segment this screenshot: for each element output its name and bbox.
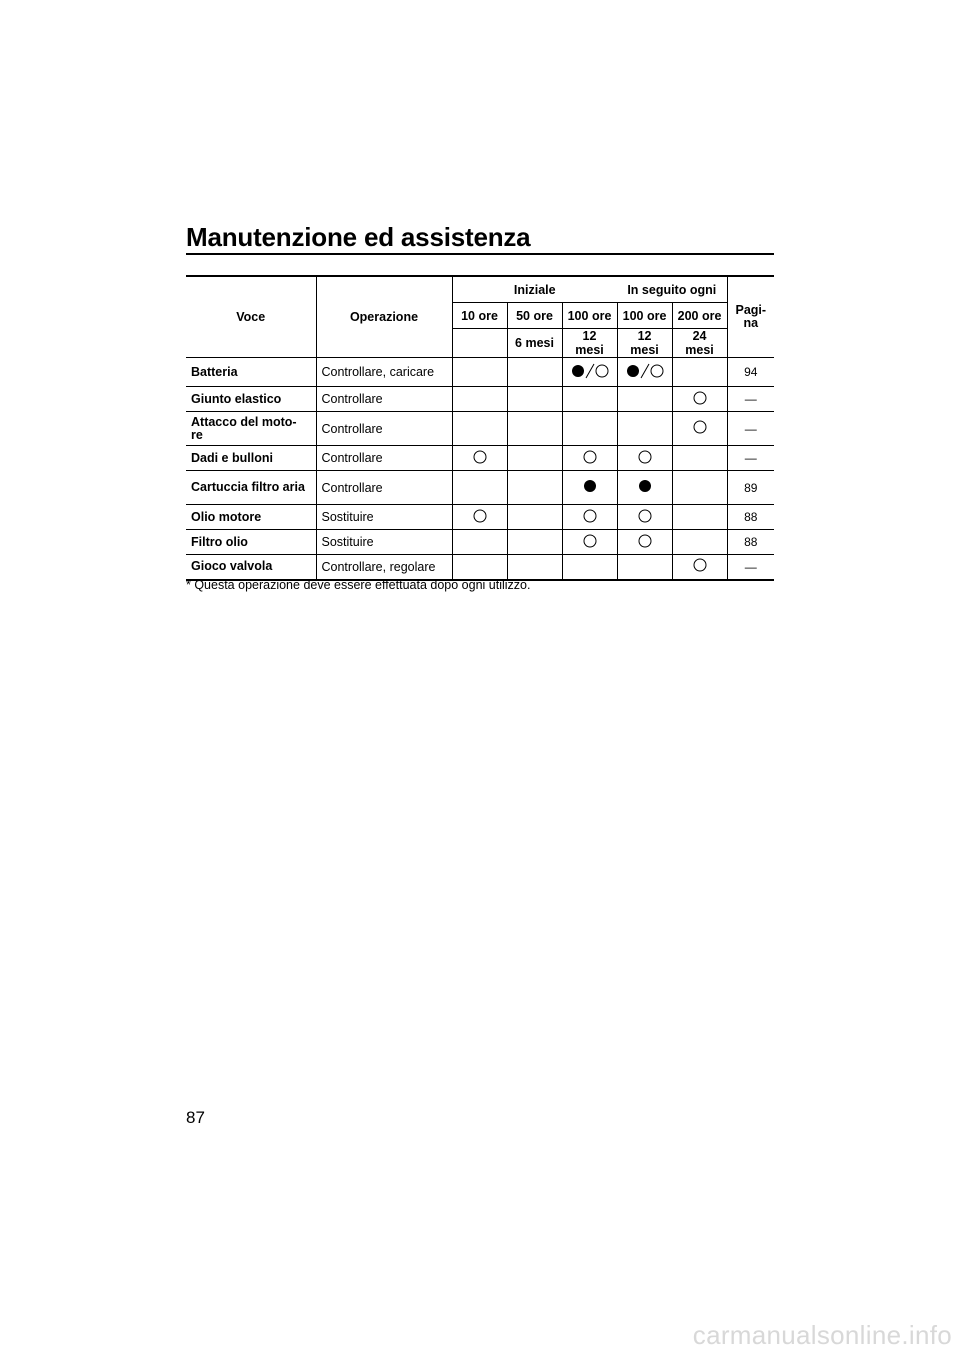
- schedule-cell: [562, 412, 617, 446]
- header-months: 24 mesi: [672, 329, 727, 358]
- schedule-cell: [452, 446, 507, 471]
- row-operation: Controllare, regolare: [316, 555, 452, 580]
- slash-icon: [585, 363, 595, 382]
- row-page: 94: [727, 358, 774, 387]
- schedule-cell: [672, 505, 727, 530]
- header-months: [452, 329, 507, 358]
- schedule-cell: [672, 387, 727, 412]
- schedule-cell: [452, 505, 507, 530]
- slash-icon: [640, 363, 650, 382]
- page-number: 87: [186, 1108, 205, 1127]
- schedule-cell: [672, 446, 727, 471]
- header-hours: 10 ore: [452, 303, 507, 329]
- schedule-cell: [452, 530, 507, 555]
- row-item: Olio motore: [186, 505, 316, 530]
- row-operation: Controllare: [316, 412, 452, 446]
- schedule-cell: [452, 471, 507, 505]
- schedule-cell: [507, 387, 562, 412]
- open-circle-icon: [595, 364, 609, 381]
- schedule-cell: [617, 471, 672, 505]
- schedule-cell: [617, 446, 672, 471]
- open-circle-icon: [473, 509, 487, 526]
- schedule-cell: [507, 412, 562, 446]
- row-operation: Controllare: [316, 446, 452, 471]
- open-circle-icon: [693, 391, 707, 408]
- row-item: Dadi e bulloni: [186, 446, 316, 471]
- schedule-cell: [672, 412, 727, 446]
- header-months: 12 mesi: [617, 329, 672, 358]
- schedule-cell: [617, 530, 672, 555]
- schedule-cell: [507, 555, 562, 580]
- title-rule: [186, 253, 774, 255]
- schedule-cell: [507, 358, 562, 387]
- schedule-cell: [562, 505, 617, 530]
- row-page: —: [727, 446, 774, 471]
- row-operation: Controllare, caricare: [316, 358, 452, 387]
- row-operation: Controllare: [316, 387, 452, 412]
- table-row: [186, 412, 774, 446]
- table-row: [186, 530, 774, 555]
- schedule-cell: [617, 358, 672, 387]
- header-pagina: Pagi- na: [727, 276, 774, 358]
- table-row: [186, 505, 774, 530]
- row-page: 89: [727, 471, 774, 505]
- row-page: —: [727, 555, 774, 580]
- schedule-cell: [617, 387, 672, 412]
- schedule-cell: [617, 555, 672, 580]
- schedule-cell: [452, 412, 507, 446]
- schedule-cell: [452, 358, 507, 387]
- filled-circle-icon: [571, 364, 585, 381]
- open-circle-icon: [638, 509, 652, 526]
- filled-circle-icon: [638, 479, 652, 496]
- schedule-cell: [452, 387, 507, 412]
- schedule-cell: [562, 387, 617, 412]
- row-operation: Sostituire: [316, 505, 452, 530]
- schedule-cell: [672, 471, 727, 505]
- row-item: Cartuccia filtro aria: [186, 471, 316, 505]
- row-item: Attacco del moto- re: [186, 412, 316, 446]
- row-page: 88: [727, 505, 774, 530]
- header-in-seguito: In seguito ogni: [617, 276, 727, 303]
- header-months: 6 mesi: [507, 329, 562, 358]
- header-hours: 50 ore: [507, 303, 562, 329]
- row-item: Gioco valvola: [186, 555, 316, 580]
- header-voce: Voce: [186, 276, 316, 358]
- schedule-cell: [507, 530, 562, 555]
- open-circle-icon: [583, 534, 597, 551]
- open-circle-icon: [693, 558, 707, 575]
- open-circle-icon: [693, 420, 707, 437]
- table-row: [186, 358, 774, 387]
- schedule-cell: [672, 530, 727, 555]
- schedule-cell: [617, 505, 672, 530]
- header-operazione: Operazione: [316, 276, 452, 358]
- row-item: Batteria: [186, 358, 316, 387]
- table-row: [186, 387, 774, 412]
- row-page: —: [727, 412, 774, 446]
- open-circle-icon: [638, 450, 652, 467]
- header-hours: 200 ore: [672, 303, 727, 329]
- open-circle-icon: [638, 534, 652, 551]
- schedule-cell: [507, 471, 562, 505]
- schedule-cell: [562, 446, 617, 471]
- page-title: Manutenzione ed assistenza: [186, 222, 531, 252]
- row-page: 88: [727, 530, 774, 555]
- schedule-cell: [452, 555, 507, 580]
- schedule-cell: [562, 530, 617, 555]
- schedule-cell: [562, 358, 617, 387]
- open-circle-icon: [583, 509, 597, 526]
- filled-circle-icon: [626, 364, 640, 381]
- row-operation: Sostituire: [316, 530, 452, 555]
- filled-circle-icon: [583, 479, 597, 496]
- table-row: [186, 446, 774, 471]
- schedule-cell: [562, 471, 617, 505]
- header-iniziale: Iniziale: [452, 276, 617, 303]
- open-circle-icon: [583, 450, 597, 467]
- header-hours: 100 ore: [562, 303, 617, 329]
- row-item: Filtro olio: [186, 530, 316, 555]
- schedule-cell: [672, 555, 727, 580]
- row-page: —: [727, 387, 774, 412]
- maintenance-table: [186, 275, 774, 581]
- open-circle-icon: [650, 364, 664, 381]
- header-months: 12 mesi: [562, 329, 617, 358]
- schedule-cell: [672, 358, 727, 387]
- watermark: carmanualsonline.info: [692, 1320, 952, 1350]
- table-row: [186, 471, 774, 505]
- schedule-cell: [507, 446, 562, 471]
- row-item: Giunto elastico: [186, 387, 316, 412]
- table-row: [186, 555, 774, 580]
- schedule-cell: [617, 412, 672, 446]
- open-circle-icon: [473, 450, 487, 467]
- header-hours: 100 ore: [617, 303, 672, 329]
- footnote: * Questa operazione deve essere effettuata dopo ogni utilizzo.: [186, 578, 531, 592]
- row-operation: Controllare: [316, 471, 452, 505]
- schedule-cell: [507, 505, 562, 530]
- schedule-cell: [562, 555, 617, 580]
